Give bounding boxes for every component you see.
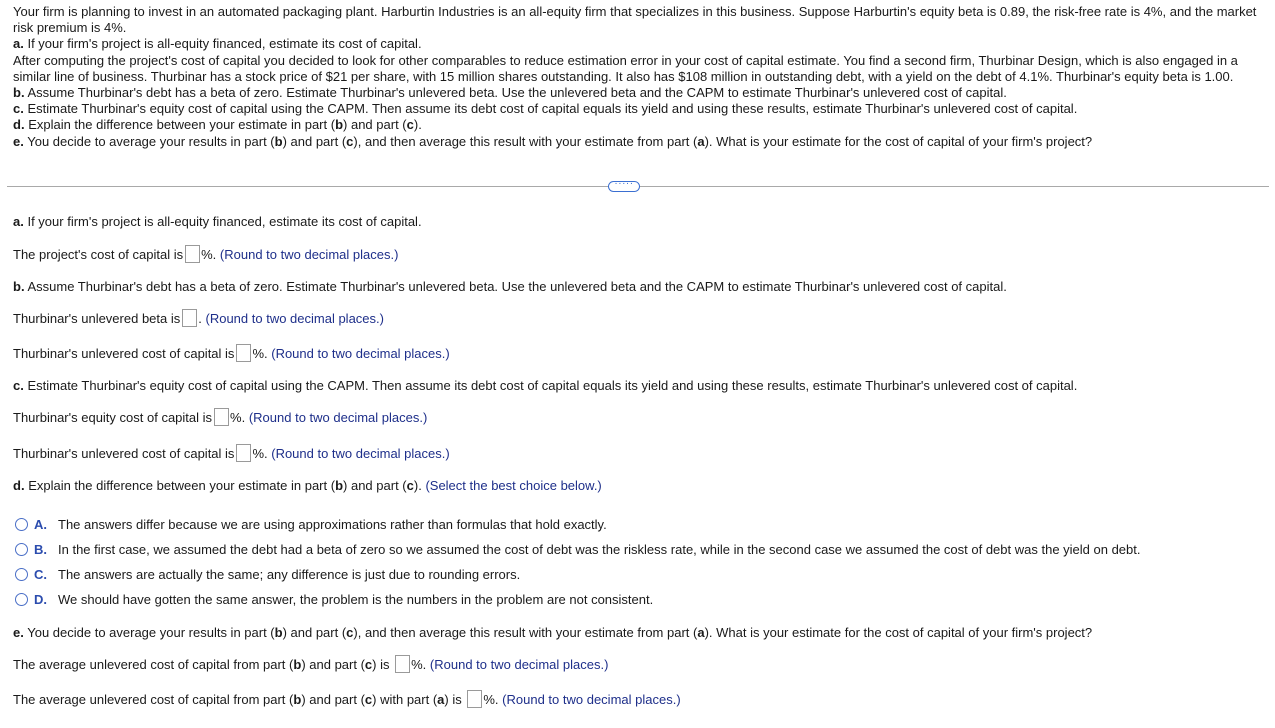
part-c-equity-row: Thurbinar's equity cost of capital is %. (Round to two decimal places.) <box>13 410 428 425</box>
radio-icon[interactable] <box>15 543 28 556</box>
average-bc-input[interactable] <box>395 655 410 673</box>
problem-comparables: After computing the project's cost of capital you decided to look for other comparables to reduce estimation error in your cost of capital estimate. You find a second firm, Thurbinar Design, which is also engaged in a similar line of business. Thurbinar has a stock price of $21 per share, with 15 million shares outstanding. It also has $108 million in outstanding debt, with a yield on the debt of 4.1%. Thurbinar's equity beta is 1.00. <box>13 52 1238 84</box>
radio-icon[interactable] <box>15 568 28 581</box>
equity-cost-input[interactable] <box>214 408 229 426</box>
problem-part-a: a. If your firm's project is all-equity financed, estimate its cost of capital. <box>13 36 422 52</box>
round-hint: (Round to two decimal places.) <box>429 657 609 672</box>
radio-icon[interactable] <box>15 518 28 531</box>
problem-part-e: e. You decide to average your results in part (b) and part (c), and then average this result with your estimate from part (a). What is your estimate for the cost of capital of your firm's project? <box>13 133 1093 149</box>
problem-part-c: c. Estimate Thurbinar's equity cost of capital using the CAPM. Then assume its debt cost of capital equals its yield and using these results, estimate Thurbinar's unlevered cost of capital. <box>13 101 1078 117</box>
choice-b[interactable]: B. In the first case, we assumed the debt had a beta of zero so we assumed the cost of debt was the riskless rate, while in the second case we assumed the cost of debt was the yield on debt. <box>15 542 1141 558</box>
part-a-answer-row: The project's cost of capital is %. (Round to two decimal places.) <box>13 247 399 262</box>
round-hint: (Round to two decimal places.) <box>248 410 428 425</box>
choice-c[interactable]: C. The answers are actually the same; any difference is just due to rounding errors. <box>15 567 520 583</box>
unlevered-cost-b-input[interactable] <box>236 344 251 362</box>
problem-part-b: b. Assume Thurbinar's debt has a beta of zero. Estimate Thurbinar's unlevered beta. Use the unlevered beta and the CAPM to estimate Thurbinar's unlevered cost of capital. <box>13 85 1007 101</box>
choice-a[interactable]: A. The answers differ because we are using approximations rather than formulas that hold exactly. <box>15 517 607 533</box>
project-cost-of-capital-input[interactable] <box>185 245 200 263</box>
part-b-question: b. Assume Thurbinar's debt has a beta of zero. Estimate Thurbinar's unlevered beta. Use the unlevered beta and the CAPM to estimate Thurbinar's unlevered cost of capital. <box>13 279 1007 294</box>
unlevered-beta-input[interactable] <box>182 309 197 327</box>
problem-intro: Your firm is planning to invest in an automated packaging plant. Harburtin Industries is an all-equity firm that specializes in this business. Suppose Harburtin's equity beta is 0.89, the risk-free rate is 4%, and the market risk premium is 4%. <box>13 4 1257 36</box>
unlevered-cost-c-input[interactable] <box>236 444 251 462</box>
round-hint: (Round to two decimal places.) <box>271 446 450 461</box>
part-b-beta-row: Thurbinar's unlevered beta is . (Round to two decimal places.) <box>13 311 384 326</box>
round-hint: (Round to two decimal places.) <box>205 311 384 326</box>
problem-part-d: d. Explain the difference between your estimate in part (b) and part (c). <box>13 117 422 133</box>
round-hint: (Round to two decimal places.) <box>502 692 681 707</box>
part-a-question: a. If your firm's project is all-equity financed, estimate its cost of capital. <box>13 214 422 229</box>
part-c-question: c. Estimate Thurbinar's equity cost of capital using the CAPM. Then assume its debt cost of capital equals its yield and using these results, estimate Thurbinar's unlevered cost of capital. <box>13 378 1078 393</box>
radio-icon[interactable] <box>15 593 28 606</box>
select-hint: (Select the best choice below.) <box>425 478 602 493</box>
part-c-cost-row: Thurbinar's unlevered cost of capital is %. (Round to two decimal places.) <box>13 446 450 461</box>
round-hint: (Round to two decimal places.) <box>219 247 399 262</box>
problem-statement <box>13 4 1265 150</box>
part-b-cost-row: Thurbinar's unlevered cost of capital is %. (Round to two decimal places.) <box>13 346 450 361</box>
choice-d[interactable]: D. We should have gotten the same answer, the problem is the numbers in the problem are not consistent. <box>15 592 653 608</box>
average-all-input[interactable] <box>467 690 482 708</box>
round-hint: (Round to two decimal places.) <box>271 346 450 361</box>
part-e-avg-bc-row: The average unlevered cost of capital from part (b) and part (c) is %. (Round to two decimal places.) <box>13 657 609 672</box>
part-d-question: d. Explain the difference between your estimate in part (b) and part (c). (Select the best choice below.) <box>13 478 602 493</box>
part-e-question: e. You decide to average your results in part (b) and part (c), and then average this result with your estimate from part (a). What is your estimate for the cost of capital of your firm's project? <box>13 625 1093 640</box>
expand-more-button[interactable]: ····· <box>608 181 640 192</box>
part-e-avg-all-row: The average unlevered cost of capital from part (b) and part (c) with part (a) is %. (Round to two decimal places.) <box>13 692 681 707</box>
